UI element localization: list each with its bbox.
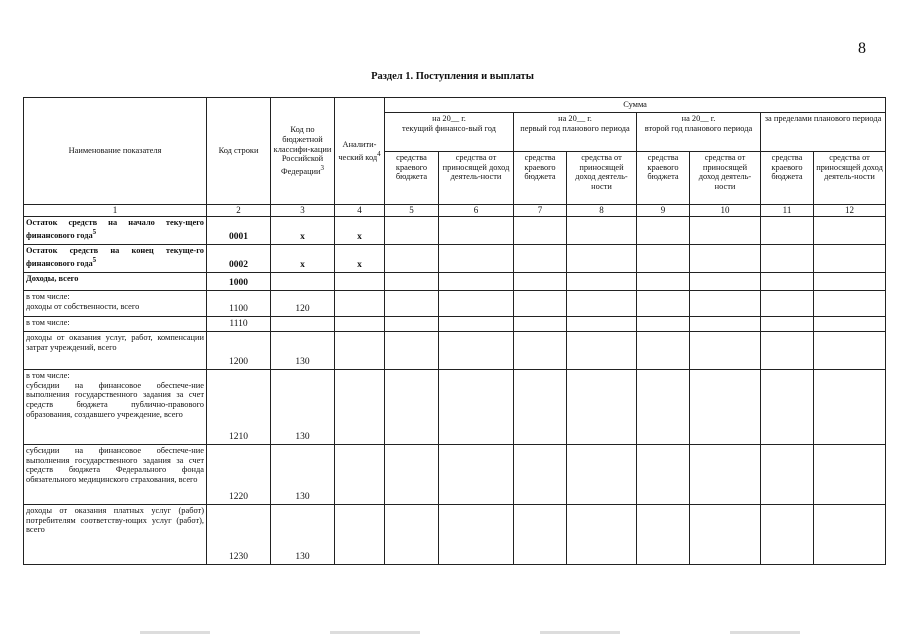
header-kbk-footnote: 3 [320,164,325,173]
period-year: на 20__ г. [432,114,466,123]
amount-cell[interactable] [637,245,690,273]
column-number: 1 [24,205,207,217]
amount-cell[interactable] [514,317,567,332]
analytic-code [335,317,385,332]
amount-cell[interactable] [385,505,439,565]
header-income-funds: средства от приносящей доход деятель-ности [439,152,514,205]
header-sum: Сумма [385,98,886,113]
amount-cell[interactable] [567,291,637,317]
kbk-code: 130 [271,370,335,445]
amount-cell[interactable] [514,505,567,565]
footnote-mark: 5 [92,227,97,236]
table-row [24,217,886,245]
amount-cell[interactable] [690,370,761,445]
amount-cell[interactable] [814,370,886,445]
header-income-funds: средства от приносящей доход деятель-ности [690,152,761,205]
indicator-name [24,273,207,291]
amount-cell[interactable] [814,332,886,370]
amount-cell[interactable] [690,291,761,317]
amount-cell[interactable] [814,245,886,273]
amount-cell[interactable] [439,291,514,317]
amount-cell[interactable] [514,370,567,445]
line-code: 0001 [207,217,271,245]
indicator-text: Остаток средств на конец текуще-го финансового года [26,246,204,268]
scan-artifact [730,631,800,634]
amount-cell[interactable] [385,332,439,370]
amount-cell[interactable] [814,505,886,565]
header-analytic-code [335,98,385,205]
receipts-payments-table [23,97,886,565]
column-number: 6 [439,205,514,217]
analytic-code: x [335,245,385,273]
header-budget-funds: средства краевого бюджета [637,152,690,205]
header-analytic-footnote: 4 [377,149,381,158]
indicator-text: доходы от оказания услуг, работ, компенсации затрат учреждений, всего [26,333,204,352]
table-row [24,370,886,445]
amount-cell[interactable] [761,332,814,370]
kbk-code: 130 [271,445,335,505]
header-income-funds: средства от приносящей доход деятель-ности [814,152,886,205]
amount-cell[interactable] [690,317,761,332]
column-number: 10 [690,205,761,217]
period-desc: второй год планового периода [644,123,753,133]
amount-cell[interactable] [637,332,690,370]
period-desc: первый год планового периода [520,123,630,133]
header-kbk-code [271,98,335,205]
amount-cell[interactable] [385,317,439,332]
indicator-name [24,217,207,245]
kbk-code: 130 [271,505,335,565]
analytic-code [335,291,385,317]
header-analytic-label: Аналити-ческий код [338,139,378,162]
table-row [24,445,886,505]
indicator-name [24,505,207,565]
column-number: 3 [271,205,335,217]
amount-cell[interactable] [385,245,439,273]
amount-cell[interactable] [567,245,637,273]
amount-cell[interactable] [637,445,690,505]
amount-cell[interactable] [567,505,637,565]
line-code: 1210 [207,370,271,445]
period-year: на 20__ г. [681,114,716,123]
amount-cell[interactable] [690,505,761,565]
analytic-code [335,273,385,291]
indicator-text: доходы от собственности, всего [26,301,140,311]
amount-cell[interactable] [637,291,690,317]
amount-cell[interactable] [637,217,690,245]
table-row [24,291,886,317]
table-row [24,317,886,332]
amount-cell[interactable] [567,217,637,245]
indicator-text: в том числе: [26,318,70,327]
amount-cell[interactable] [439,445,514,505]
table-row [24,505,886,565]
header-period-current [385,113,514,152]
amount-cell[interactable] [814,217,886,245]
amount-cell[interactable] [514,291,567,317]
kbk-code: 120 [271,291,335,317]
amount-cell[interactable] [567,332,637,370]
amount-cell[interactable] [514,445,567,505]
period-year: на 20__ г. [558,114,592,123]
amount-cell[interactable] [439,217,514,245]
amount-cell[interactable] [761,291,814,317]
column-number: 2 [207,205,271,217]
amount-cell[interactable] [385,291,439,317]
indicator-name [24,291,207,317]
amount-cell[interactable] [567,445,637,505]
header-budget-funds: средства краевого бюджета [385,152,439,205]
period-desc: текущий финансо-вый год [402,123,496,133]
header-indicator-name: Наименование показателя [24,98,207,205]
header-income-funds: средства от приносящей доход деятель-ности [567,152,637,205]
indicator-name [24,445,207,505]
table-row [24,245,886,273]
line-code: 1200 [207,332,271,370]
indicator-text: в том числе: [26,292,70,301]
amount-cell[interactable] [814,273,886,291]
amount-cell[interactable] [637,273,690,291]
header-kbk-label: Код по бюджетной классифи-кации Российской Федерации [273,125,332,176]
amount-cell[interactable] [439,505,514,565]
amount-cell[interactable] [385,445,439,505]
line-code: 0002 [207,245,271,273]
amount-cell[interactable] [637,370,690,445]
column-numbers-row [24,205,886,217]
table-row [24,273,886,291]
amount-cell[interactable] [385,273,439,291]
amount-cell[interactable] [439,370,514,445]
amount-cell[interactable] [439,273,514,291]
analytic-code [335,370,385,445]
line-code: 1230 [207,505,271,565]
amount-cell[interactable] [514,332,567,370]
column-number: 8 [567,205,637,217]
amount-cell[interactable] [567,370,637,445]
amount-cell[interactable] [567,273,637,291]
column-number: 11 [761,205,814,217]
line-code: 1000 [207,273,271,291]
header-period-beyond [761,113,886,152]
kbk-code: x [271,217,335,245]
amount-cell[interactable] [690,445,761,505]
analytic-code [335,445,385,505]
scan-artifact [140,631,210,634]
indicator-text: в том числе: [26,371,70,380]
amount-cell[interactable] [814,291,886,317]
line-code: 1110 [207,317,271,332]
page-number: 8 [858,40,866,57]
amount-cell[interactable] [637,505,690,565]
kbk-code: 130 [271,332,335,370]
amount-cell[interactable] [761,445,814,505]
amount-cell[interactable] [761,273,814,291]
section-title: Раздел 1. Поступления и выплаты [371,71,534,82]
amount-cell[interactable] [814,445,886,505]
kbk-code: x [271,245,335,273]
indicator-name [24,370,207,445]
indicator-name [24,245,207,273]
amount-cell[interactable] [690,273,761,291]
amount-cell[interactable] [690,245,761,273]
indicator-text: Доходы, всего [26,274,79,283]
indicator-name [24,332,207,370]
kbk-code [271,317,335,332]
amount-cell[interactable] [514,217,567,245]
amount-cell[interactable] [690,332,761,370]
kbk-code [271,273,335,291]
line-code: 1100 [207,291,271,317]
amount-cell[interactable] [439,317,514,332]
header-period-first-plan [514,113,637,152]
amount-cell[interactable] [761,245,814,273]
amount-cell[interactable] [761,317,814,332]
amount-cell[interactable] [567,317,637,332]
header-line-code: Код строки [207,98,271,205]
amount-cell[interactable] [761,217,814,245]
amount-cell[interactable] [439,332,514,370]
indicator-name [24,317,207,332]
indicator-text: субсидии на финансовое обеспече-ние выполнения государственного задания за счет средств бюджета публично-правового образования, создавшего учреждение, всего [26,380,204,419]
footnote-mark: 5 [92,255,97,264]
column-number: 5 [385,205,439,217]
column-number: 9 [637,205,690,217]
amount-cell[interactable] [514,245,567,273]
header-period-second-plan [637,113,761,152]
amount-cell[interactable] [439,245,514,273]
column-number: 4 [335,205,385,217]
analytic-code [335,505,385,565]
amount-cell[interactable] [814,317,886,332]
column-number: 7 [514,205,567,217]
amount-cell[interactable] [385,217,439,245]
indicator-text: доходы от оказания платных услуг (работ) потребителям соответству-ющих услуг (работ), всего [26,506,204,535]
line-code: 1220 [207,445,271,505]
scan-artifact [330,631,420,634]
header-budget-funds: средства краевого бюджета [514,152,567,205]
indicator-text: Остаток средств на начало теку-щего финансового года [26,218,204,240]
amount-cell[interactable] [761,370,814,445]
amount-cell[interactable] [761,505,814,565]
column-number: 12 [814,205,886,217]
header-budget-funds: средства краевого бюджета [761,152,814,205]
scan-artifact [540,631,620,634]
amount-cell[interactable] [690,217,761,245]
analytic-code: x [335,217,385,245]
amount-cell[interactable] [385,370,439,445]
period-desc: за пределами планового периода [764,114,882,123]
amount-cell[interactable] [514,273,567,291]
analytic-code [335,332,385,370]
table-row [24,332,886,370]
amount-cell[interactable] [637,317,690,332]
indicator-text: субсидии на финансовое обеспече-ние выполнения государственного задания за счет средств бюджета Федерального фонда обязательного медицинского страхования, всего [26,446,204,484]
